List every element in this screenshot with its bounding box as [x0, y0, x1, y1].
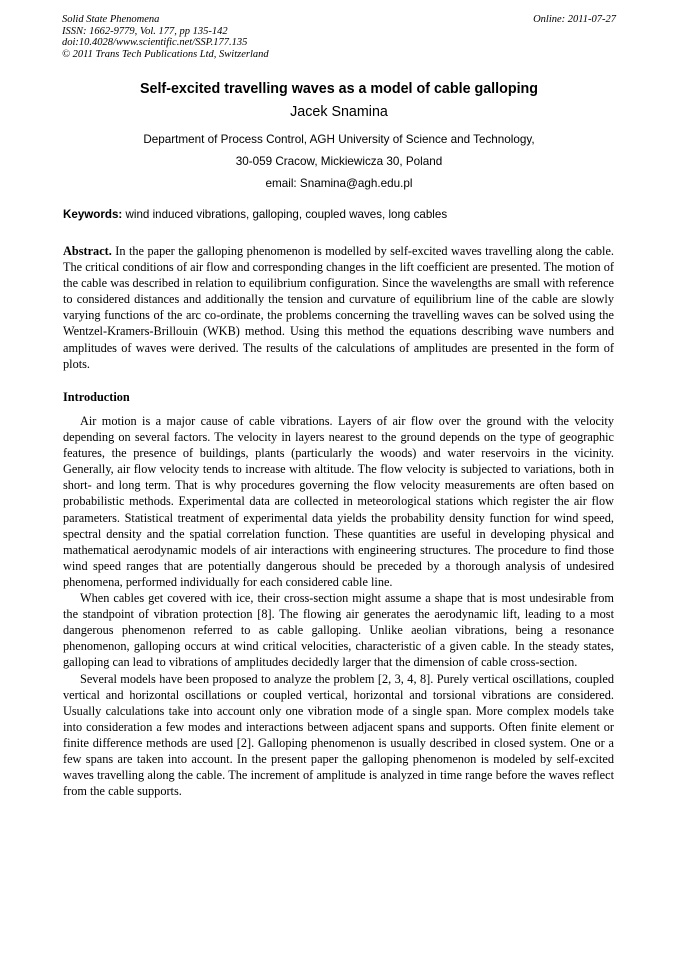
paper-title: Self-excited travelling waves as a model of cable galloping — [139, 81, 539, 97]
online-date: Online: 2011-07-27 — [533, 14, 616, 25]
abstract — [63, 243, 614, 372]
section-heading-introduction: Introduction — [63, 390, 130, 404]
issn-line: ISSN: 1662-9779, Vol. 177, pp 135-142 — [62, 25, 228, 37]
author-email: email: Snamina@agh.edu.pl — [265, 177, 413, 190]
affiliation-line-1: Department of Process Control, AGH University of Science and Technology, — [143, 133, 535, 146]
affiliation-line-2: 30-059 Cracow, Mickiewicza 30, Poland — [235, 155, 443, 168]
paragraph: Several models have been proposed to analyze the problem [2, 3, 4, 8]. Purely vertical oscillations, coupled vertical and horizontal oscillations or coupled vertical, horizontal and torsional vibrations are considered. Usually calculations take into account only one vibration mode of a single span. More complex models take into consideration a few modes and interactions between adjacent spans and supports. Often finite element or finite difference methods are used [2]. Galloping phenomenon is usually described in closed system. One or a few spans are taken into account. In the present paper the galloping phenomenon is modeled by self-excited waves travelling along the cable. The increment of amplitude is analyzed in time range before the waves reflect from the cable supports. — [63, 671, 614, 799]
journal-header — [62, 14, 616, 60]
paragraph: Air motion is a major cause of cable vibrations. Layers of air flow over the ground with the velocity depending on several factors. The velocity in layers nearest to the ground depends on the type of geographic features, the presence of buildings, plants (particularly the woods) and water reservoirs in the vicinity. Generally, air flow velocity tends to increase with altitude. The flow velocity is subjected to variations, both in short- and long term. That is why procedures governing the flow velocity measurements are often based on probabilistic methods. Experimental data are collected in meteorological stations which register the air flow parameters. Statistical treatment of experimental data yields the probability density function for wind speed, spectral density and the spatial correlation function. These quantities are useful in developing physical and mathematical aerodynamic models of air interactions with engineering structures. The procedure to find those wind speed ranges that are potentially dangerous should be preceded by a thorough analysis of undesired phenomena, performed individually for each considered cable line. — [63, 414, 614, 589]
keywords-text: wind induced vibrations, galloping, coupled waves, long cables — [122, 208, 448, 221]
abstract-label: Abstract. — [63, 244, 112, 258]
abstract-text: In the paper the galloping phenomenon is modelled by self-excited waves travelling along the cable. The critical conditions of air flow and corresponding changes in the lift coefficient are presented. The motion of the cable was described in relation to equilibrium configuration. Since the wavelengths are small with reference to considered distances and additionally the tension and curvature of equilibrium line of the cable are slowly varying functions of the arc co-ordinate, the problems concerning the travelling waves can be solved using the Wentzel-Kramers-Brillouin (WKB) method. Using this method the equations describing wave numbers and amplitudes of waves were derived. The results of the calculations of amplitudes are presented in the form of plots. — [63, 244, 614, 371]
author-name: Jacek Snamina — [290, 104, 388, 120]
keywords — [63, 208, 623, 221]
journal-name: Solid State Phenomena — [62, 14, 160, 25]
doi-line: doi:10.4028/www.scientific.net/SSP.177.135 — [62, 37, 248, 48]
copyright-line: © 2011 Trans Tech Publications Ltd, Switzerland — [62, 48, 269, 60]
paragraph: When cables get covered with ice, their cross-section might assume a shape that is most undesirable from the standpoint of vibration protection [8]. The flowing air generates the aerodynamic lift, leading to a most dangerous phenomenon referred to as cable galloping. Unlike aeolian vibrations, being a resonance phenomenon, galloping occurs at wind critical velocities, characteristic of a given cable. In the steady states, galloping can lead to vibrations of amplitudes decidedly larger that the dimension of cable cross-section. — [63, 591, 614, 670]
affiliation — [0, 129, 678, 195]
introduction-body — [63, 413, 614, 799]
keywords-label: Keywords: — [63, 208, 123, 221]
